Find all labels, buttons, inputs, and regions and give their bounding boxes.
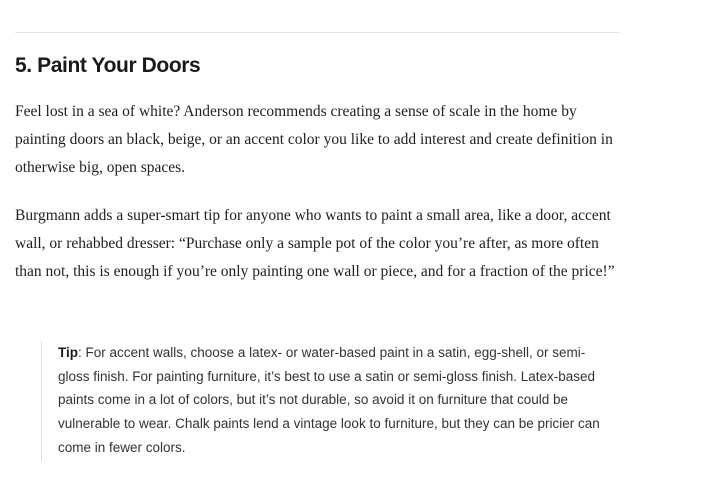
tip-label: Tip	[58, 345, 78, 360]
tip-body: : For accent walls, choose a latex- or water-based paint in a satin, egg-shell, or semi-gloss finish. For painting furniture, it’s best to use a satin or semi-gloss finish. Latex-based paints come in a lot of colors, but it’s not durable, so avoid it on furniture that could be vulnerable to wear. Chalk paints lend a vintage look to furniture, but they can be pricier can come in fewer colors.	[58, 345, 600, 455]
section-heading: 5. Paint Your Doors	[15, 54, 201, 77]
tip-callout	[41, 341, 612, 461]
section-divider	[15, 32, 620, 33]
paragraph-burgmann: Burgmann adds a super-smart tip for anyone who wants to paint a small area, like a door, accent wall, or rehabbed dresser: “Purchase only a sample pot of the color you’re after, as more often than not, this is enough if you’re only painting one wall or piece, and for a fraction of the price!”	[15, 207, 615, 280]
paragraph-anderson: Feel lost in a sea of white? Anderson recommends creating a sense of scale in the home by painting doors an black, beige, or an accent color you like to add interest and create definition in otherwise big, open spaces.	[15, 103, 613, 176]
tip-text-block	[58, 341, 610, 460]
